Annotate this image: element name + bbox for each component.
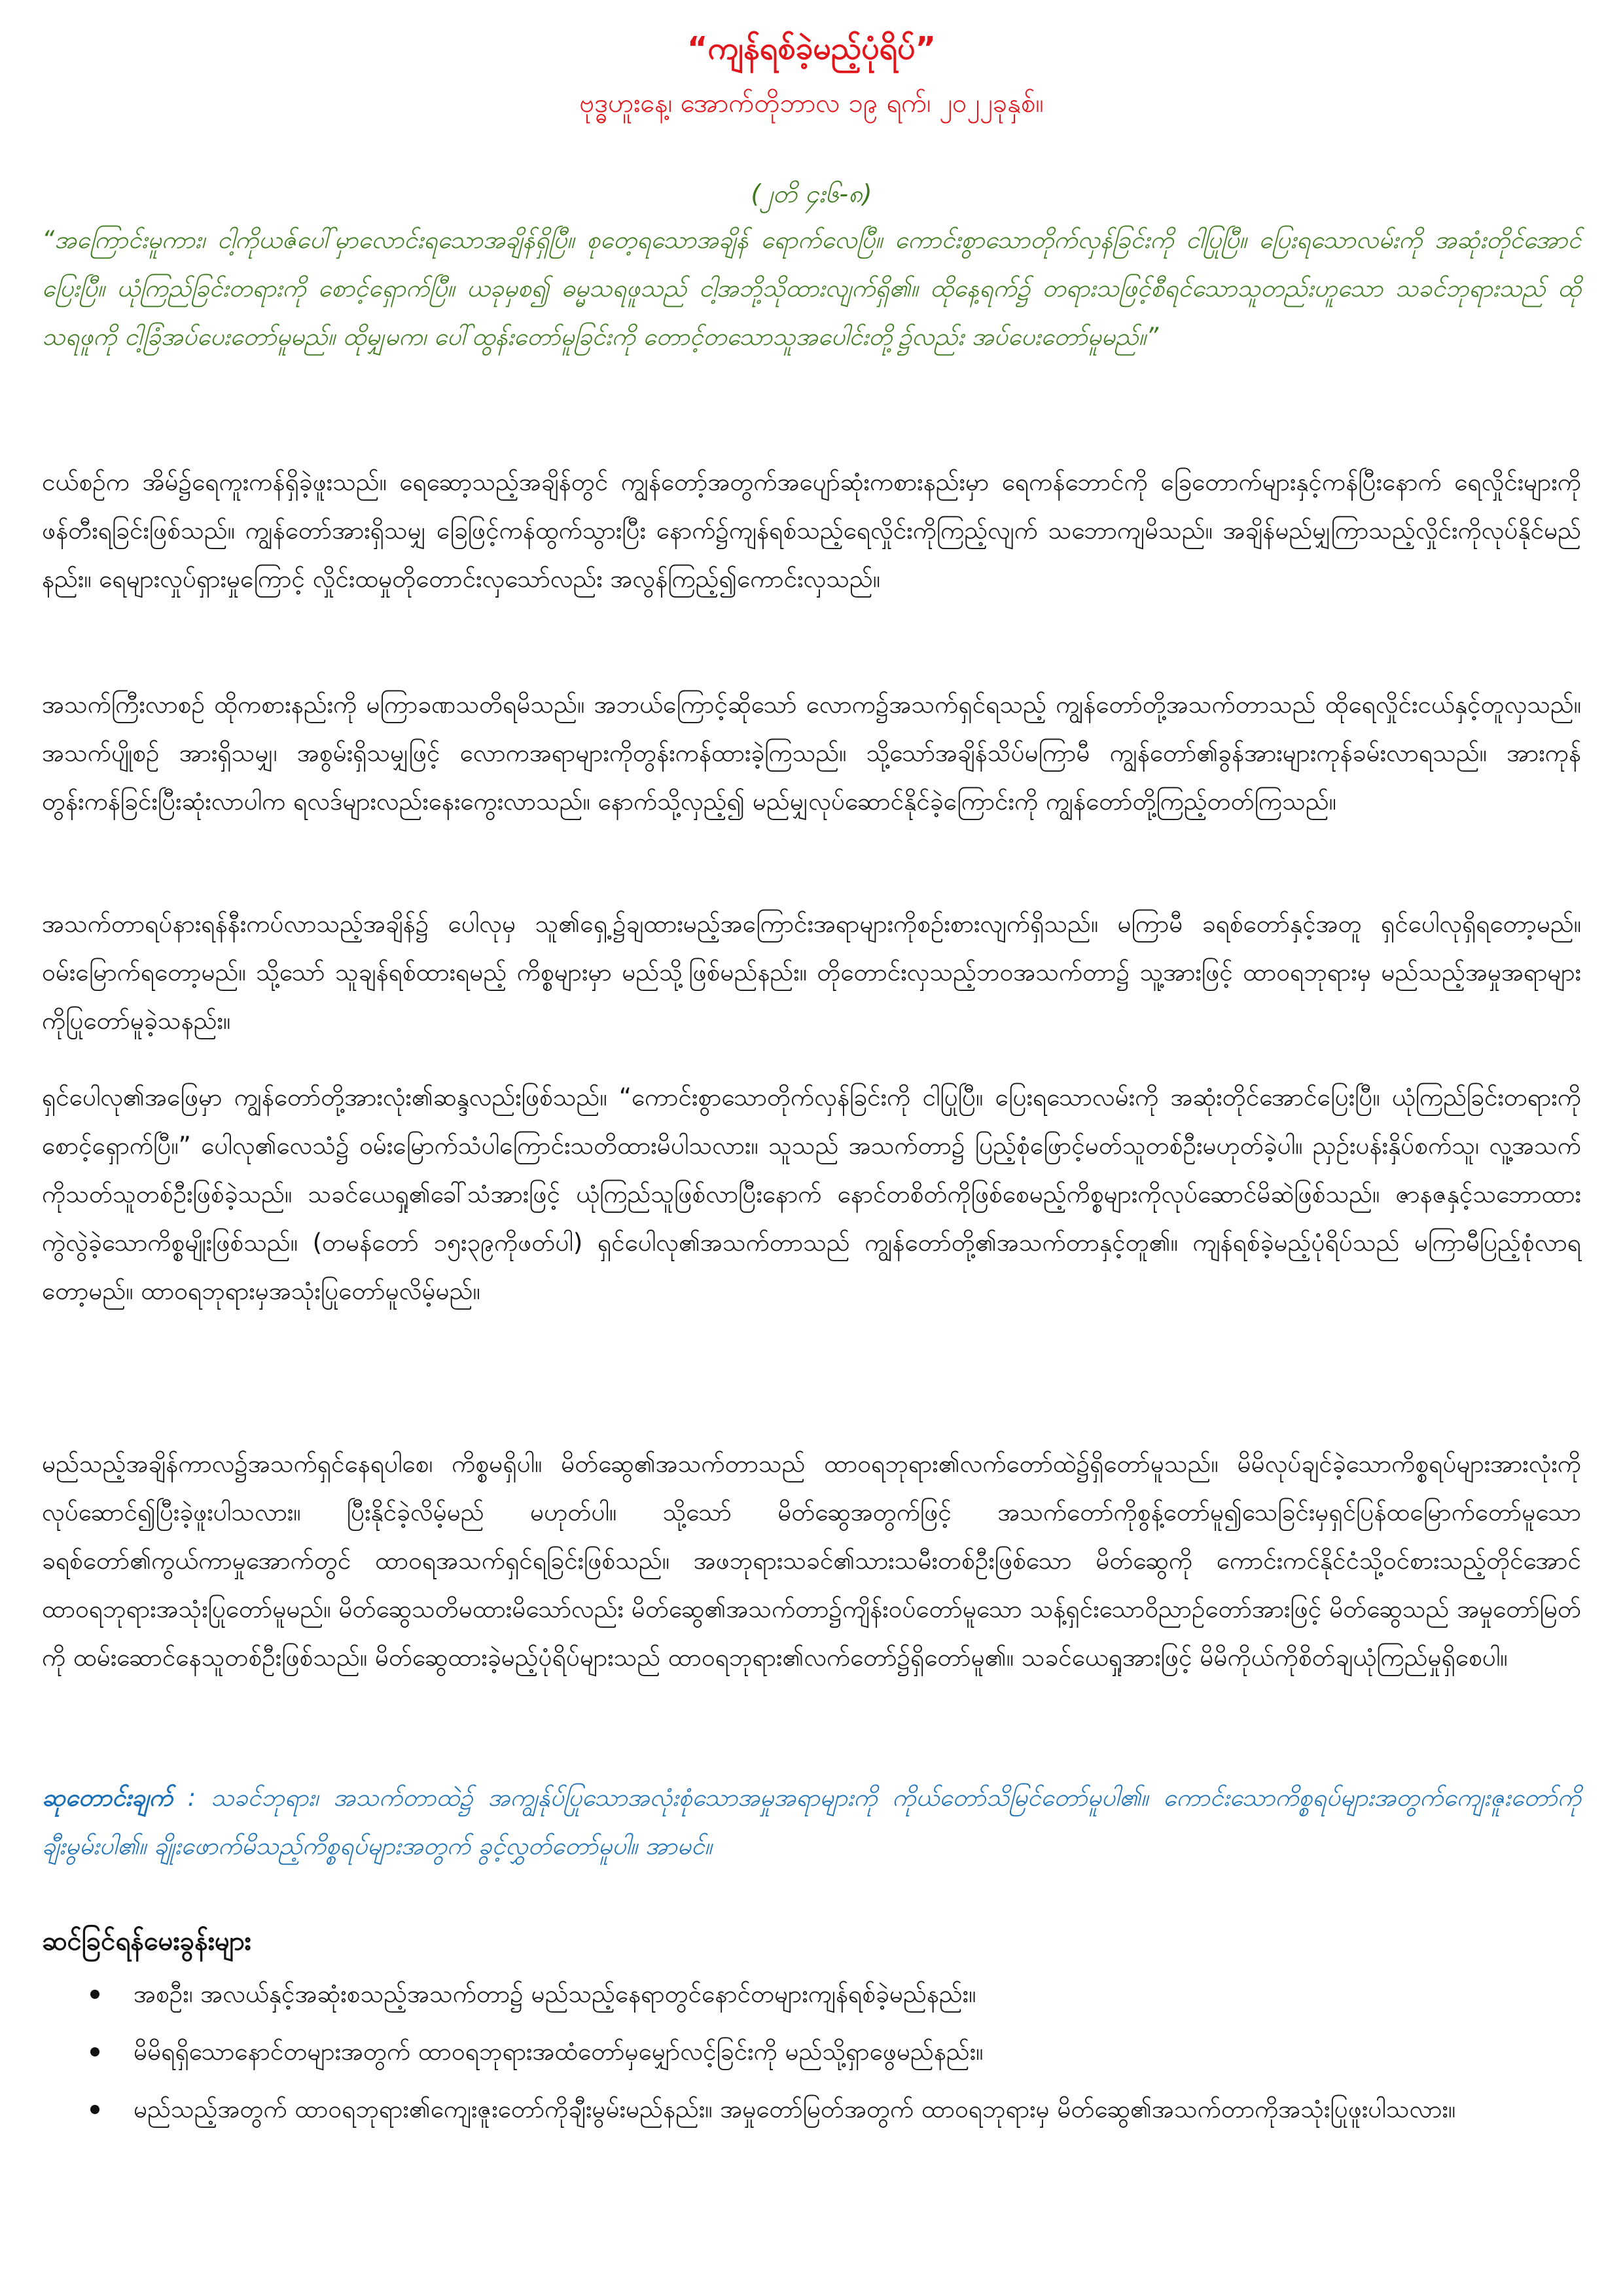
question-text: အစဦး၊ အလယ်နှင့်အဆုံးစသည့်အသက်တာ၌ မည်သည့်နေရာတွင်နောင်တများကျန်ရစ်ခဲ့မည်နည်း။ bbox=[134, 1980, 976, 2008]
bullet-icon bbox=[90, 2047, 99, 2056]
scripture-text: “အကြောင်းမူကား၊ ငါ့ကိုယဇ်ပေါ်မှာလောင်းရသောအချိန်ရှိပြီ။ စုတေ့ရသောအချိန် ရောက်လေပြီ။ ကောင်းစွာသောတိုက်လှန်ခြင်းကို ငါပြုပြီ။ ပြေးရသောလမ်းကို အဆုံးတိုင်အောင်ပြေးပြီ။ ယုံကြည်ခြင်းတရားကို စောင့်ရှောက်ပြီ။ ယခုမှစ၍ ဓမ္မသရဖူသည် ငါ့အဘို့သိုထားလျက်ရှိ၏။ ထိုနေ့ရက်၌ တရားသဖြင့်စီရင်သောသူတည်းဟူသော သခင်ဘုရားသည် ထိုသရဖူကို ငါ့ခြံအပ်ပေးတော်မူမည်။ ထိုမျှမက၊ ပေါ်ထွန်းတော်မူခြင်းကို တောင့်တသောသူအပေါင်းတို့၌လည်း အပ်ပေးတော်မူမည်။” bbox=[42, 226, 1581, 351]
page-title: “ကျန်ရစ်ခဲ့မည့်ပုံရိပ်” bbox=[687, 30, 936, 67]
list-item bbox=[42, 1970, 1581, 2018]
bullet-icon bbox=[90, 1990, 99, 1999]
body-paragraph-2: အသက်ကြီးလာစဉ် ထိုကစားနည်းကို မကြာခဏသတိရမိသည်။ အဘယ်ကြောင့်ဆိုသော် လောက၌အသက်ရှင်ရသည့် ကျွန်တော်တို့အသက်တာသည် ထိုရေလှိုင်းငယ်နှင့်တူလှသည်။ အသက်ပျိုစဉ် အားရှိသမျှ၊ အစွမ်းရှိသမျှဖြင့် လောကအရာများကိုတွန်းကန်ထားခဲ့ကြသည်။ သို့သော်အချိန်သိပ်မကြာမီ ကျွန်တော်၏ခွန်အားများကုန်ခမ်းလာရသည်။ အားကုန်တွန်းကန်ခြင်းပြီးဆုံးလာပါက ရလဒ်များလည်းနေးကွေးလာသည်။ နောက်သို့လှည့်၍ မည်မျှလုပ်ဆောင်နိုင်ခဲ့ကြောင်းကို ကျွန်တော်တို့ကြည့်တတ်ကြသည်။ bbox=[42, 691, 1581, 816]
question-text: မိမိရရှိသောနောင်တများအတွက် ထာဝရဘုရားအထံတော်မှမျှော်လင့်ခြင်းကို မည်သို့ရှာဖွေမည်နည်း။ bbox=[134, 2037, 984, 2066]
prayer-text: သခင်ဘုရား၊ အသက်တာထဲ၌ အကျွန်ုပ်ပြုသောအလုံးစုံသောအမှုအရာများကို ကိုယ်တော်သိမြင်တော်မူပါ၏။ ကောင်းသောကိစ္စရပ်များအတွက်ကျေးဇူးတော်ကိုချီးမွမ်းပါ၏။ ချိုးဖောက်မိသည့်ကိစ္စရပ်များအတွက် ခွင့်လွှတ်တော်မူပါ။ အာမင်။ bbox=[42, 1784, 1581, 1860]
questions-list bbox=[42, 1970, 1581, 2143]
date-line: ဗုဒ္ဓဟူးနေ့၊ အောက်တိုဘာလ ၁၉ ရက်၊ ၂၀၂၂ခုနှစ်။ bbox=[579, 88, 1044, 118]
question-text: မည်သည့်အတွက် ထာဝရဘုရား၏ကျေးဇူးတော်ကိုချီးမွမ်းမည်နည်း။ အမှုတော်မြတ်အတွက် ထာဝရဘုရားမှ မိတ်ဆွေ၏အသက်တာကိုအသုံးပြုဖူးပါသလား။ bbox=[134, 2095, 1456, 2123]
questions-heading: ဆင်ခြင်ရန်မေးခွန်းများ bbox=[42, 1926, 251, 1956]
body-paragraph-1: ငယ်စဉ်က အိမ်၌ရေကူးကန်ရှိခဲ့ဖူးသည်။ ရေဆော့သည့်အချိန်တွင် ကျွန်တော့်အတွက်အပျော်ဆုံးကစားနည်းမှာ ရေကန်ဘောင်ကို ခြေတောက်များနှင့်ကန်ပြီးနောက် ရေလှိုင်းများကိုဖန်တီးရခြင်းဖြစ်သည်။ ကျွန်တော်အားရှိသမျှ ခြေဖြင့်ကန်ထွက်သွားပြီး နောက်၌ကျန်ရစ်သည့်ရေလှိုင်းကိုကြည့်လျက် သဘောကျမိသည်။ အချိန်မည်မျှကြာသည့်လှိုင်းကိုလုပ်နိုင်မည်နည်း။ ရေများလှုပ်ရှားမှုကြောင့် လှိုင်းထမှုတိုတောင်းလှသော်လည်း အလွန်ကြည့်၍ကောင်းလှသည်။ bbox=[42, 468, 1581, 593]
prayer-label: ဆုတောင်းချက် bbox=[42, 1784, 173, 1812]
scripture-reference: (၂တိ ၄း၆-၈) bbox=[751, 179, 872, 208]
body-paragraph-3: အသက်တာရပ်နားရန်နီးကပ်လာသည့်အချိန်၌ ပေါလုမှ သူ၏ရှေ့၌ချထားမည့်အကြောင်းအရာများကိုစဉ်းစားလျက်ရှိသည်။ မကြာမီ ခရစ်တော်နှင့်အတူ ရှင်ပေါလုရှိရတော့မည်။ ဝမ်းမြောက်ရတော့မည်။ သို့သော် သူချန်ရစ်ထားရမည့် ကိစ္စများမှာ မည်သို့ဖြစ်မည်နည်း။ တိုတောင်းလှသည့်ဘဝအသက်တာ၌ သူ့အားဖြင့် ထာဝရဘုရားမှ မည်သည့်အမှုအရာများကိုပြုတော်မူခဲ့သနည်း။ bbox=[42, 910, 1581, 1035]
prayer-block bbox=[42, 1774, 1581, 1871]
body-paragraph-5: မည်သည့်အချိန်ကာလ၌အသက်ရှင်နေရပါစေ၊ ကိစ္စမရှိပါ။ မိတ်ဆွေ၏အသက်တာသည် ထာဝရဘုရား၏လက်တော်ထဲ၌ရှိတော်မူသည်။ မိမိလုပ်ချင်ခဲ့သောကိစ္စရပ်များအားလုံးကို လုပ်ဆောင်၍ပြီးခဲ့ဖူးပါသလား။ ပြီးနိုင်ခဲ့လိမ့်မည် မဟုတ်ပါ။ သို့သော် မိတ်ဆွေအတွက်ဖြင့် အသက်တော်ကိုစွန့်တော်မူ၍သေခြင်းမှရှင်ပြန်ထမြောက်တော်မူသော ခရစ်တော်၏ကွယ်ကာမှုအောက်တွင် ထာဝရအသက်ရှင်ရခြင်းဖြစ်သည်။ အဖဘုရားသခင်၏သားသမီးတစ်ဦးဖြစ်သော မိတ်ဆွေကို ကောင်းကင်နိုင်ငံသို့ဝင်စားသည့်တိုင်အောင် ထာဝရဘုရားအသုံးပြုတော်မူမည်။ မိတ်ဆွေသတိမထားမိသော်လည်း မိတ်ဆွေ၏အသက်တာ၌ကျိန်းဝပ်တော်မူသော သန့်ရှင်းသောဝိညာဉ်တော်အားဖြင့် မိတ်ဆွေသည် အမှုတော်မြတ်ကို ထမ်းဆောင်နေသူတစ်ဦးဖြစ်သည်။ မိတ်ဆွေထားခဲ့မည့်ပုံရိပ်များသည် ထာဝရဘုရား၏လက်တော်၌ရှိတော်မူ၏။ သခင်ယေရှုအားဖြင့် မိမိကိုယ်ကိုစိတ်ချယုံကြည်မှုရှိစေပါ။ bbox=[42, 1450, 1581, 1672]
body-paragraph-4: ရှင်ပေါလု၏အဖြေမှာ ကျွန်တော်တို့အားလုံး၏ဆန္ဒလည်းဖြစ်သည်။ “ကောင်းစွာသောတိုက်လှန်ခြင်းကို ငါပြုပြီ။ ပြေးရသောလမ်းကို အဆုံးတိုင်အောင်ပြေးပြီ။ ယုံကြည်ခြင်းတရားကိုစောင့်ရှောက်ပြီ။” ပေါလု၏လေသံ၌ ဝမ်းမြောက်သံပါကြောင်းသတိထားမိပါသလား။ သူသည် အသက်တာ၌ ပြည့်စုံဖြောင့်မတ်သူတစ်ဦးမဟုတ်ခဲ့ပါ။ ညှဉ်းပန်းနှိပ်စက်သူ၊ လူ့အသက်ကိုသတ်သူတစ်ဦးဖြစ်ခဲ့သည်။ သခင်ယေရှု၏ခေါ်သံအားဖြင့် ယုံကြည်သူဖြစ်လာပြီးနောက် နောင်တစိတ်ကိုဖြစ်စေမည့်ကိစ္စများကိုလုပ်ဆောင်မိဆဲဖြစ်သည်။ ဇာနဇနှင့်သဘောထားကွဲလွဲခဲ့သောကိစ္စမျိုးဖြစ်သည်။ (တမန်တော် ၁၅း၃၉ကိုဖတ်ပါ) ရှင်ပေါလု၏အသက်တာသည် ကျွန်တော်တို့၏အသက်တာနှင့်တူ၏။ ကျန်ရစ်ခဲ့မည့်ပုံရိပ်သည် မကြာမီပြည့်စုံလာရတော့မည်။ ထာဝရဘုရားမှအသုံးပြုတော်မူလိမ့်မည်။ bbox=[42, 1083, 1581, 1305]
bullet-icon bbox=[90, 2105, 99, 2114]
prayer-separator: : bbox=[172, 1784, 211, 1812]
list-item bbox=[42, 2085, 1581, 2134]
list-item bbox=[42, 2028, 1581, 2076]
